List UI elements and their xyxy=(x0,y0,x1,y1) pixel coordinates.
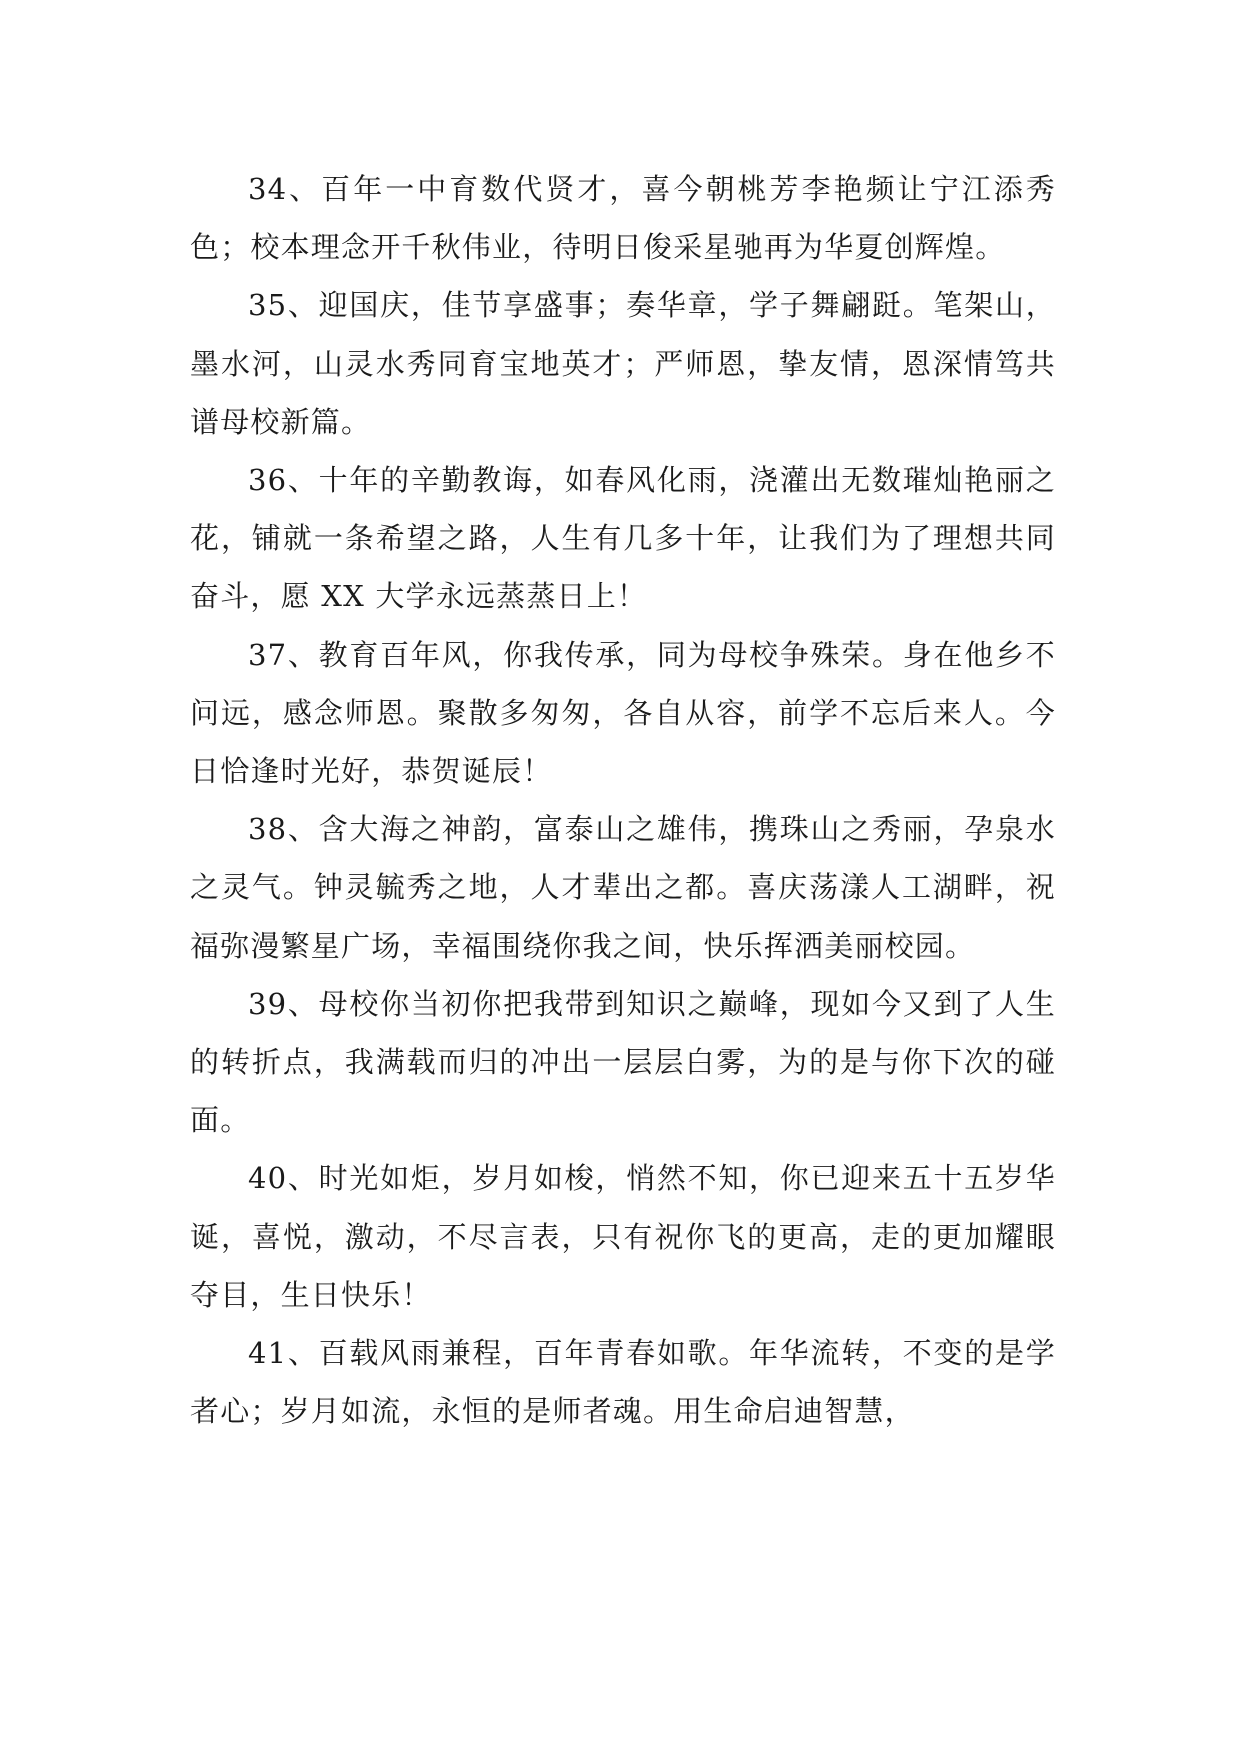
paragraph-37: 37、教育百年风，你我传承，同为母校争殊荣。身在他乡不问远，感念师恩。聚散多匆匆，各自从容，前学不忘后来人。今日恰逢时光好，恭贺诞辰！ xyxy=(190,637,1056,789)
document-body xyxy=(190,160,1056,1440)
paragraph-35: 35、迎国庆，佳节享盛事；奏华章，学子舞翩跹。笔架山，墨水河，山灵水秀同育宝地英才；严师恩，挚友情，恩深情笃共谱母校新篇。 xyxy=(190,288,1056,439)
paragraph-34: 34、百年一中育数代贤才，喜今朝桃芳李艳频让宁江添秀色；校本理念开千秋伟业，待明日俊采星驰再为华夏创辉煌。 xyxy=(190,172,1056,265)
paragraph-38: 38、含大海之神韵，富泰山之雄伟，携珠山之秀丽，孕泉水之灵气。钟灵毓秀之地，人才辈出之都。喜庆荡漾人工湖畔，祝福弥漫繁星广场，幸福围绕你我之间，快乐挥洒美丽校园。 xyxy=(190,812,1056,963)
paragraph-41: 41、百载风雨兼程，百年青春如歌。年华流转，不变的是学者心；岁月如流，永恒的是师者魂。用生命启迪智慧， xyxy=(190,1336,1056,1429)
paragraph-39: 39、母校你当初你把我带到知识之巅峰，现如今又到了人生的转折点，我满载而归的冲出一层层白雾，为的是与你下次的碰面。 xyxy=(190,986,1056,1138)
paragraph-40: 40、时光如炬，岁月如梭，悄然不知，你已迎来五十五岁华诞，喜悦，激动，不尽言表，只有祝你飞的更高，走的更加耀眼夺目，生日快乐！ xyxy=(190,1161,1056,1312)
paragraph-36: 36、十年的辛勤教诲，如春风化雨，浇灌出无数璀灿艳丽之花，铺就一条希望之路，人生有几多十年，让我们为了理想共同奋斗，愿 XX 大学永远蒸蒸日上！ xyxy=(190,463,1056,614)
